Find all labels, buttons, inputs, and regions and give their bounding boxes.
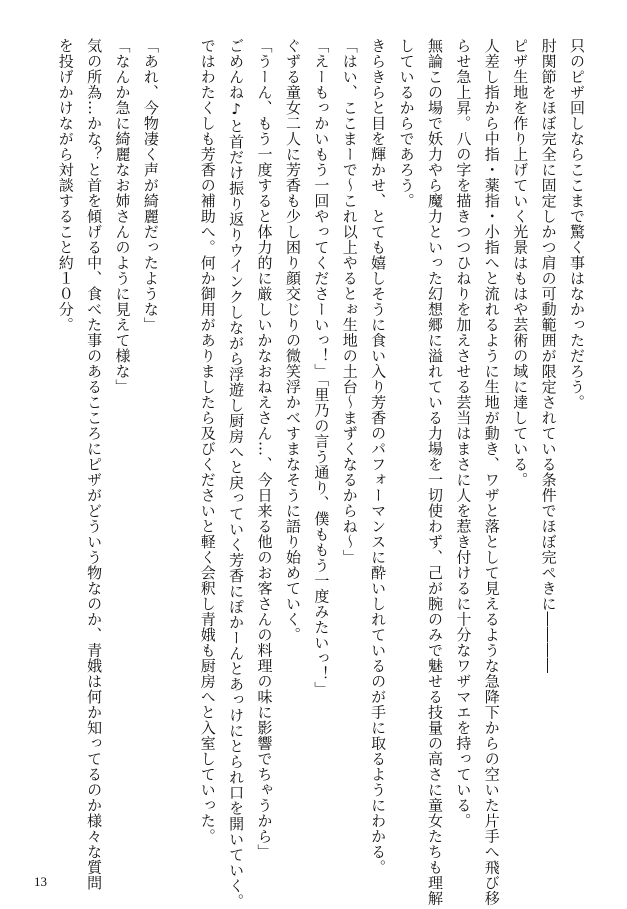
text-line: 「はい、ここまーで～これ以上やるとぉ生地の土台～まずくなるからね～」 <box>340 38 359 565</box>
text-line: ではわたくしも芳香の補助へ。何か御用がありましたら及びくださいと軽く会釈し青娥も厨房へと入室していった。 <box>198 38 217 844</box>
text-line: 「えーもっかいもう一回やってくださーいっ！」「里乃の言う通り、僕ももう一度みたいっ！」 <box>312 38 331 697</box>
text-line: 「うーん、もう一度すると体力的に厳しいかなおねえさん…、今日来る他のお客さんの料理の味に影響でちゃうから」 <box>255 38 274 860</box>
text-line: きらきらと目を輝かせ、とても嬉しそうに食い入り芳香のパフォーマンスに酔いしれているのが手に取るようにわかる。 <box>369 38 388 875</box>
text-line: ピザ生地を作り上げていく光景はもはや芸術の域に達している。 <box>511 38 530 488</box>
text-line: 「なんか急に綺麗なお姉さんのように見えて様な」 <box>113 38 132 395</box>
text-line: ごめんね♪と首だけ振り返りウインクしながら浮遊し厨房へと戻っていく芳香にぽかーんとあっけにとられ口を開いていく。 <box>227 38 246 909</box>
text-line: しているからであろう。 <box>397 38 416 209</box>
text-line: を投げかけながら対談すること約１０分。 <box>56 38 75 333</box>
blank-line <box>165 38 193 868</box>
text-line: らせ急上昇。八の字を描きつつひねりを加えさせる芸当はまさに人を惹き付けるに十分なワザマエを持っている。 <box>454 38 473 829</box>
text-line: 気の所為…かな？と首を傾げる中、食べた事のあるこころにピザがどういう物なのか、青娥は何か知ってるのか様々な質問 <box>85 38 104 891</box>
text-line: 只のピザ回しならここまで驚く事はなかっただろう。 <box>568 38 586 410</box>
vertical-text-body <box>51 38 591 909</box>
text-line: 人差し指から中指・薬指・小指へと流れるように生地が動き、ワザと落として見えるような急降下からの空いた片手へ飛び移 <box>482 38 501 906</box>
text-line: 無論この場で妖力やら魔力といった幻想郷に溢れている力場を一切使わず、己が腕のみで魅せる技量の高さに童女たちも理解 <box>425 38 444 906</box>
text-line: 肘関節をほぼ完全に固定しかつ肩の可動範囲が限定されている条件でほぼ完ぺきに―――― <box>539 38 558 674</box>
page-number: 13 <box>34 874 47 889</box>
text-line: 「あれ、今物凄く声が綺麗だったような」 <box>141 38 160 333</box>
text-line: ぐずる童女二人に芳香も少し困り顔交じりの微笑浮かべすまなそうに語り始めていく。 <box>283 38 302 643</box>
